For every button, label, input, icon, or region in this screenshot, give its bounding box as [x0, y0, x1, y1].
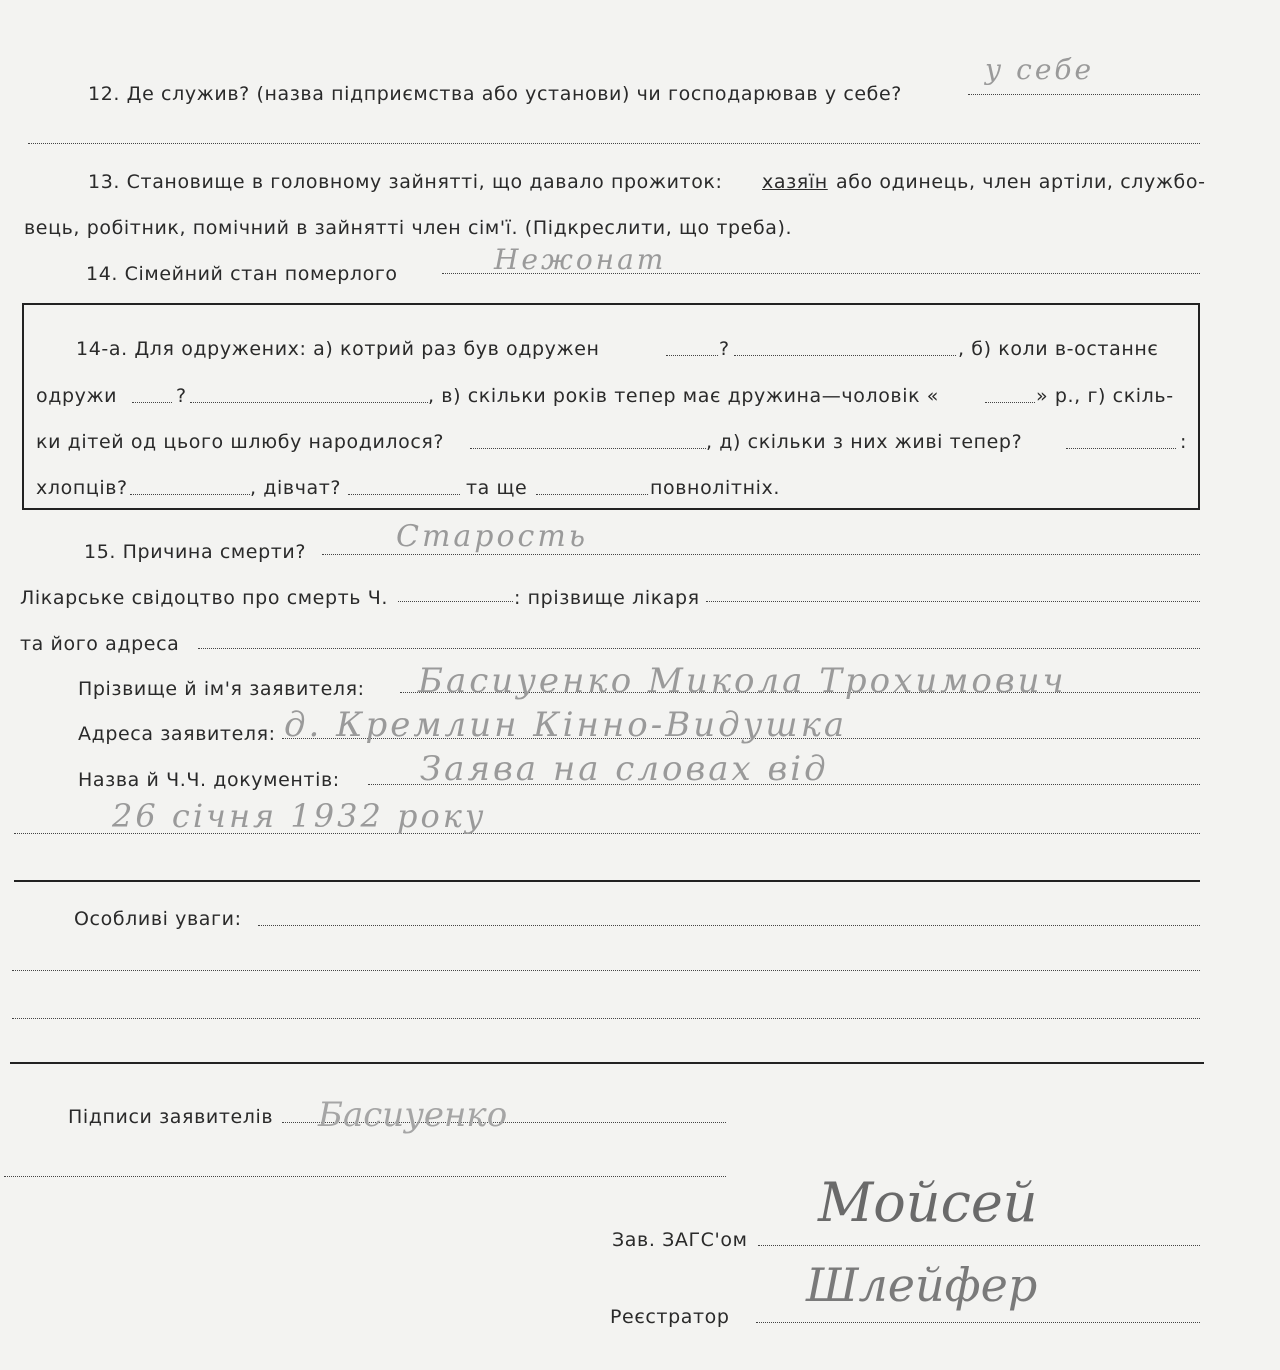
doctor-address-line [198, 648, 1200, 649]
item13-underlined-choice: хазяїн [762, 171, 828, 193]
doctor-certificate-number-line [398, 601, 513, 602]
item14a-line2-b: , в) скільки років тепер має дружина—чоловік « [428, 385, 940, 407]
item14a-line4-a: хлопців? [36, 477, 128, 499]
notes-label: Особливі уваги: [74, 908, 242, 930]
item14a-line2-dots-1 [132, 402, 172, 403]
doctor-name-line [706, 601, 1200, 602]
doctor-certificate-label: Лікарське свідоцтво про смерть Ч. [20, 587, 388, 609]
item15-answer-line [322, 554, 1200, 555]
zags-head-label: Зав. ЗАГС'ом [612, 1229, 748, 1251]
item14-label: 14. Сімейний стан померлого [86, 263, 398, 285]
notes-line-1 [258, 925, 1200, 926]
item14a-line2-dots-3 [985, 402, 1035, 403]
registrar-label: Реєстратор [610, 1306, 730, 1328]
applicant-address-handwritten: д. Кремлин Кінно-Видушка [284, 705, 848, 745]
item14a-line3-a: ки дітей од цього шлюбу народилося? [36, 431, 445, 453]
applicants-signature: Басиуенко [318, 1095, 508, 1135]
zags-head-signature-line [758, 1245, 1200, 1246]
item14a-line1-a: 14-а. Для одружених: а) котрий раз був одружен [76, 338, 600, 360]
applicant-name-handwritten: Басиуенко Микола Трохимович [418, 661, 1067, 701]
applicant-address-label: Адреса заявителя: [78, 723, 276, 745]
applicant-name-label: Прізвище й ім'я заявителя: [78, 678, 365, 700]
item14a-line3-c: : [1180, 431, 1188, 453]
section-divider-2 [10, 1062, 1204, 1064]
item14a-line4-dots-2 [348, 494, 460, 495]
item13-line1-prefix: 13. Становище в головному зайнятті, що давало прожиток: [88, 171, 723, 193]
zags-head-signature: Мойсей [818, 1171, 1038, 1234]
item14a-line4-dots-1 [130, 494, 250, 495]
item14a-line3-dots-2 [1066, 448, 1176, 449]
item14-handwritten-answer: Нежонат [494, 243, 667, 276]
item14a-line4-b: , дівчат? [250, 477, 342, 499]
notes-line-2 [12, 970, 1200, 971]
registrar-signature: Шлейфер [806, 1258, 1038, 1312]
item15-handwritten-answer: Старость [396, 519, 589, 554]
item13-line1-suffix: або одинець, член артіли, службо- [836, 171, 1206, 193]
item13-line2: вець, робітник, помічний в зайнятті член сім'ї. (Підкреслити, що треба). [24, 217, 793, 239]
item14a-line2-a: одружи [36, 385, 118, 407]
item12-handwritten-answer: у себе [985, 53, 1095, 86]
item14a-line1-b: , б) коли в-останнє [958, 338, 1159, 360]
applicants-signatures-label: Підписи заявителів [68, 1106, 274, 1128]
item14a-line3-dots-1 [470, 448, 706, 449]
item14a-line2-dots-2 [190, 402, 428, 403]
doctor-address-label: та його адреса [20, 633, 180, 655]
item14a-line4-d: повнолітніх. [650, 477, 780, 499]
item14a-line1-dots-2 [734, 355, 956, 356]
item14a-line4-c: та ще [466, 477, 528, 499]
item12-answer-line [968, 94, 1200, 95]
item12-continuation-line [28, 143, 1200, 144]
item12-label: 12. Де служив? (назва підприємства або установи) чи господарював у себе? [88, 83, 902, 105]
applicants-signature-line-2 [4, 1176, 726, 1177]
item14a-line1-dots-1 [666, 355, 718, 356]
documents-handwritten-1: Заява на словах від [420, 749, 829, 789]
registrar-signature-line [756, 1322, 1200, 1323]
item14a-line2-c: » р., г) скіль- [1036, 385, 1174, 407]
item14a-line4-dots-3 [536, 494, 648, 495]
notes-line-3 [12, 1018, 1200, 1019]
doctor-name-label: : прізвище лікаря [514, 587, 700, 609]
section-divider-1 [14, 880, 1200, 882]
documents-handwritten-2: 26 січня 1932 року [112, 797, 487, 835]
item15-label: 15. Причина смерти? [84, 541, 307, 563]
item14a-line3-b: , д) скільки з них живі тепер? [706, 431, 1023, 453]
item14a-line1-q: ? [719, 338, 730, 360]
item14a-line2-q: ? [176, 385, 187, 407]
documents-label: Назва й Ч.Ч. документів: [78, 769, 340, 791]
